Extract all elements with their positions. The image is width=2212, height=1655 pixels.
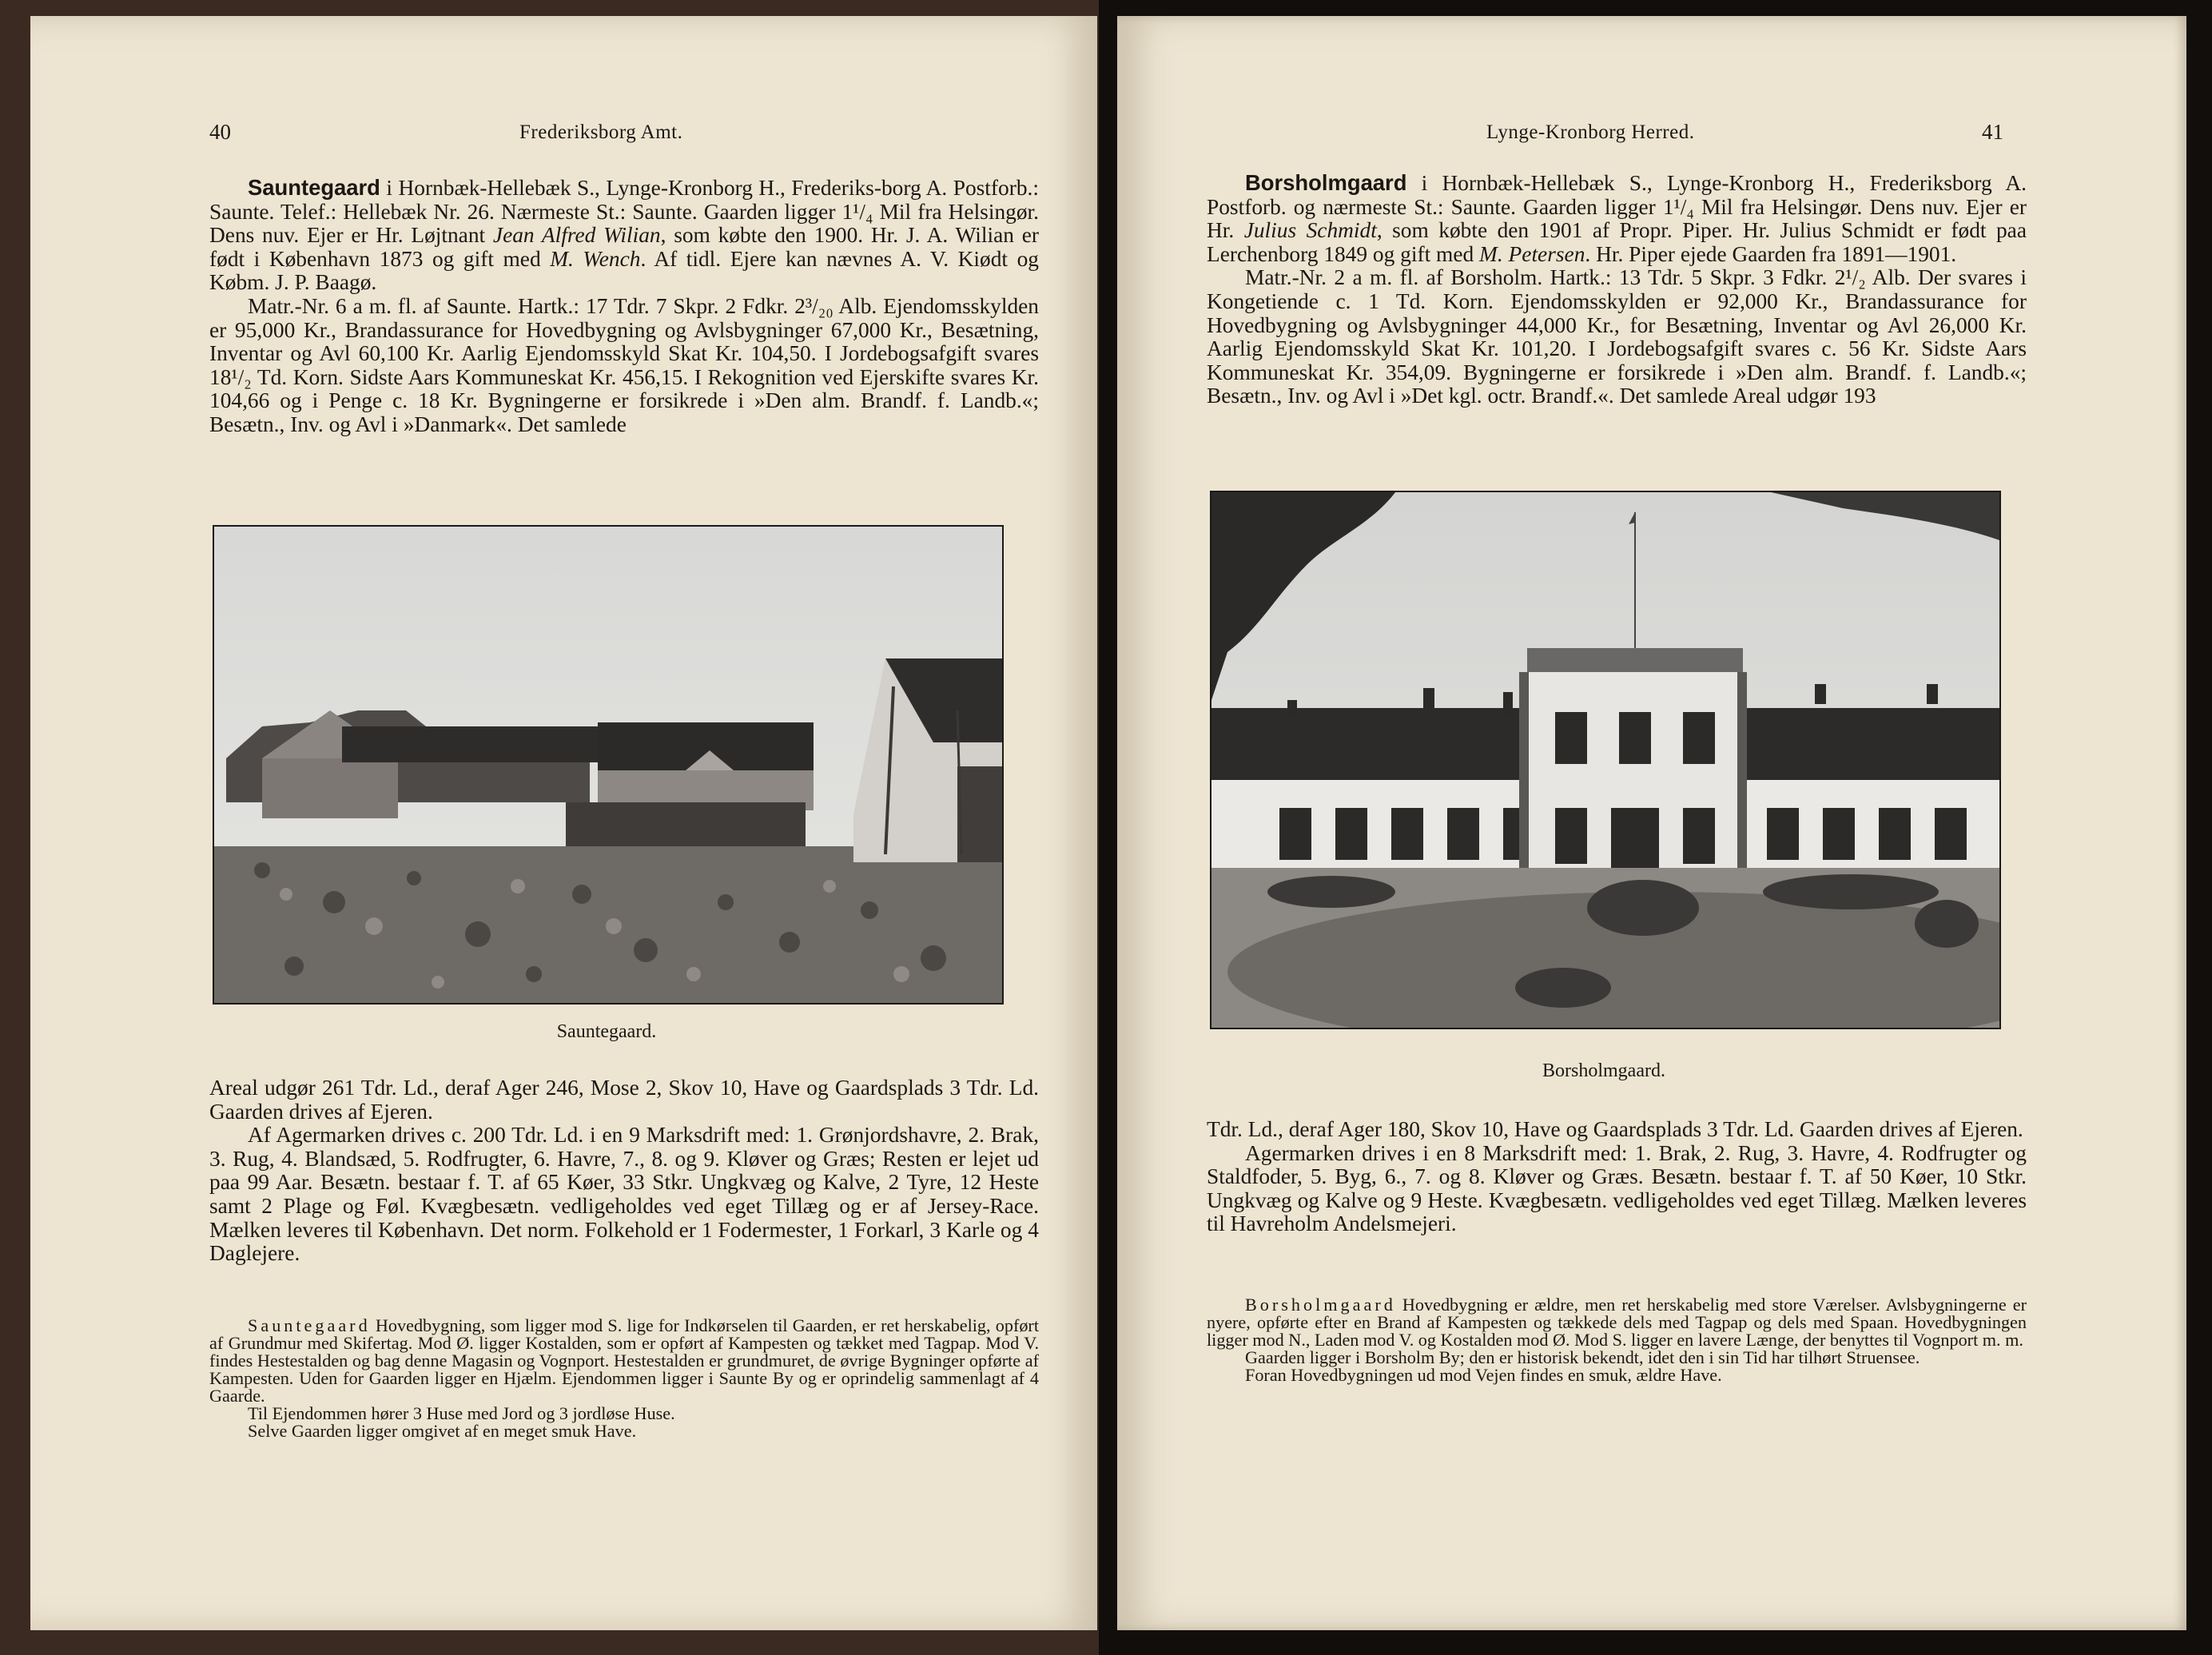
left-page — [30, 16, 1097, 1630]
photo-borsholmgaard — [1210, 491, 2001, 1029]
farmhouse-photo-image — [214, 527, 1002, 1003]
entry-name: Borsholmgaard — [1245, 170, 1407, 195]
entry-name: Sauntegaard — [248, 175, 380, 200]
note: Selve Gaarden ligger omgivet af en meget smuk Have. — [248, 1421, 637, 1441]
running-head: Lynge-Kronborg Herred. — [1486, 121, 1695, 143]
photo-caption: Borsholmgaard. — [1542, 1060, 1665, 1081]
entry-intro: Borsholmgaard i Hornbæk-Hellebæk S., Lynge-Kronborg H., Frederiksborg A. Postforb. og nærmeste St.: Saunte. Gaarden ligger 1¹/₄ Mil fra Helsingør. Dens nuv. Ejer er Hr. Julius Schmidt, som købte den 1901 af Propr. Piper. Hr. Julius Schmidt er født paa Lerchenborg 1849 og gift med M. Petersen. Hr. Piper ejede Gaarden fra 1891—1901. Matr.-Nr. 2 a m. fl. af Borsholm. Hartk.: 13 Tdr. 5 Skpr. 3 Fdkr. 2¹/₂ Alb. Der svares i Kongetiende c. 1 Td. Korn. Ejendomsskylden er 92,000 Kr., Brandassurance for Hovedbygning og Avlsbygninger 44,000 Kr., for Besætning, Inventar og Avl 26,000 Kr. Aarlig Ejendomsskyld Skat Kr. 101,20. I Jordebogsafgift svares c. 56 Kr. Sidste Aars Kommuneskat Kr. 354,09. Bygningerne er forsikrede i »Den alm. Brandf. f. Landb.«; Besætn., Inv. og Avl i »Det kgl. octr. Brandf.«. Det samlede Areal udgør 193 — [1207, 170, 2027, 408]
paragraph: Matr.-Nr. 6 a m. fl. af Saunte. Hartk.: 17 Tdr. 7 Skpr. 2 Fdkr. 2³/₂₀ Alb. Ejendomsskylden er 95,000 Kr., Brandassurance for Hovedbygning og Avlsbygninger 67,000 Kr., Besætning, Inventar og Avl 60,100 Kr. Aarlig Ejendomsskyld Skat Kr. 104,50. I Jordebogsafgift svares 18¹/₂ Td. Korn. Sidste Aars Kommuneskat Kr. 456,15. I Rekognition ved Ejerskifte svares Kr. 104,66 og i Penge c. 18 Kr. Bygningerne er forsikrede i »Den alm. Brandf. f. Landb.«; Besætn., Inv. og Avl i »Danmark«. Det samlede — [209, 293, 1039, 436]
note: Til Ejendommen hører 3 Huse med Jord og 3 jordløse Huse. — [248, 1403, 675, 1423]
entry-details — [1207, 1118, 2027, 1236]
entry-name-spaced: Borsholmgaard — [1245, 1295, 1396, 1315]
entry-notes: Sauntegaard Hovedbygning, som ligger mod S. lige for Indkørselen til Gaarden, er ret herskabelig, opført af Grundmur med Skifertag. Mod Ø. ligger Kostalden, som er opført af Kampesten og tækket med Tagpap. Mod V. findes Hestestalden og bag denne Magasin og Vognport. Hestestalden er grundmuret, de øvrige Bygninger opførte af Kampesten. Uden for Gaarden ligger en Hjælm. Ejendommen ligger i Saunte By og er oprindelig sammenlagt af 4 Gaarde. Til Ejendommen hører 3 Huse med Jord og 3 jordløse Huse. Selve Gaarden ligger omgivet af en meget smuk Have. — [209, 1315, 1039, 1441]
manor-house-photo-image — [1211, 492, 1999, 1028]
running-head: Frederiksborg Amt. — [519, 121, 683, 143]
paragraph: Agermarken drives i en 8 Marksdrift med: 1. Brak, 2. Rug, 3. Havre, 4. Rodfrugter og Staldfoder, 5. Byg, 6., 7. og 8. Kløver og Græs. Besætn. bestaar f. T. af 50 Køer, 10 Stkr. Ungkvæg og Kalve og 9 Heste. Kvægbesætn. vedligeholdes ved eget Tillæg. Mælken leveres til Havreholm Andelsmejeri. — [1207, 1140, 2027, 1236]
entry-notes: Borsholmgaard Hovedbygning er ældre, men ret herskabelig med store Værelser. Avlsbygningerne er nyere, opførte efter en Brand af Kampesten og tækkede dels med Tagpap og dels med Spaan. Hovedbygningen ligger mod N., Laden mod V. og Kostalden mod Ø. Mod S. ligger en lavere Længe, der benyttes til Vognport m. m. Gaarden ligger i Borsholm By; den er historisk bekendt, idet den i sin Tid har tilhørt Struensee. Foran Hovedbygningen ud mod Vejen findes en smuk, ældre Have. — [1207, 1295, 2027, 1385]
page-number: 41 — [1982, 120, 2003, 144]
right-page — [1117, 16, 2186, 1630]
entry-details — [209, 1076, 1039, 1266]
page-number: 40 — [209, 120, 231, 144]
photo-sauntegaard — [213, 525, 1004, 1005]
note: Gaarden ligger i Borsholm By; den er historisk bekendt, idet den i sin Tid har tilhørt Struensee. — [1245, 1347, 1920, 1367]
paragraph: Tdr. Ld., deraf Ager 180, Skov 10, Have og Gaardsplads 3 Tdr. Ld. Gaarden drives af Ejeren. — [1207, 1117, 2023, 1141]
owner-name: Julius Schmidt — [1243, 218, 1377, 243]
note: Foran Hovedbygningen ud mod Vejen findes en smuk, ældre Have. — [1245, 1365, 1722, 1385]
paragraph: Af Agermarken drives c. 200 Tdr. Ld. i en 9 Marksdrift med: 1. Grønjordshavre, 2. Brak, 3. Rug, 4. Blandsæd, 5. Rodfrugter, 6. Havre, 7., 8. og 9. Kløver og Græs; Resten er lejet ud paa 99 Aar. Besætn. bestaar f. T. af 65 Køer, 33 Stkr. Ungkvæg og Kalve, 2 Tyre, 12 Heste samt 2 Plage og Føl. Kvægbesætn. vedligeholdes ved eget Tillæg og er af Jersey-Race. Mælken leveres til København. Det norm. Folkehold er 1 Fodermester, 1 Forkarl, 3 Karle og 4 Daglejere. — [209, 1123, 1039, 1266]
wife-name: M. Wench — [550, 246, 641, 271]
entry-name-spaced: Sauntegaard — [248, 1315, 371, 1335]
entry-intro: Sauntegaard i Hornbæk-Hellebæk S., Lynge-Kronborg H., Frederiks-borg A. Postforb.: Saunte. Telef.: Hellebæk Nr. 26. Nærmeste St.: Saunte. Gaarden ligger 1¹/₄ Mil fra Helsingør. Dens nuv. Ejer er Hr. Løjtnant Jean Alfred Wilian, som købte den 1900. Hr. J. A. Wilian er født i København 1873 og gift med M. Wench. Af tidl. Ejere kan nævnes A. V. Kiødt og Købm. J. P. Baagø. Matr.-Nr. 6 a m. fl. af Saunte. Hartk.: 17 Tdr. 7 Skpr. 2 Fdkr. 2³/₂₀ Alb. Ejendomsskylden er 95,000 Kr., Brandassurance for Hovedbygning og Avlsbygninger 67,000 Kr., Besætning, Inventar og Avl 60,100 Kr. Aarlig Ejendomsskyld Skat Kr. 104,50. I Jordebogsafgift svares 18¹/₂ Td. Korn. Sidste Aars Kommuneskat Kr. 456,15. I Rekognition ved Ejerskifte svares Kr. 104,66 og i Penge c. 18 Kr. Bygningerne er forsikrede i »Den alm. Brandf. f. Landb.«; Besætn., Inv. og Avl i »Danmark«. Det samlede — [209, 175, 1039, 436]
photo-caption: Sauntegaard. — [556, 1021, 657, 1042]
wife-name: M. Petersen — [1479, 241, 1585, 266]
paragraph: Areal udgør 261 Tdr. Ld., deraf Ager 246, Mose 2, Skov 10, Have og Gaardsplads 3 Tdr. Ld. Gaarden drives af Ejeren. — [209, 1076, 1039, 1124]
paragraph: Matr.-Nr. 2 a m. fl. af Borsholm. Hartk.: 13 Tdr. 5 Skpr. 3 Fdkr. 2¹/₂ Alb. Der svares i Kongetiende c. 1 Td. Korn. Ejendomsskylden er 92,000 Kr., Brandassurance for Hovedbygning og Avlsbygninger 44,000 Kr., for Besætning, Inventar og Avl 26,000 Kr. Aarlig Ejendomsskyld Skat Kr. 101,20. I Jordebogsafgift svares c. 56 Kr. Sidste Aars Kommuneskat Kr. 354,09. Bygningerne er forsikrede i »Den alm. Brandf. f. Landb.«; Besætn., Inv. og Avl i »Det kgl. octr. Brandf.«. Det samlede Areal udgør 193 — [1207, 265, 2027, 408]
owner-name: Jean Alfred Wilian — [492, 223, 661, 248]
